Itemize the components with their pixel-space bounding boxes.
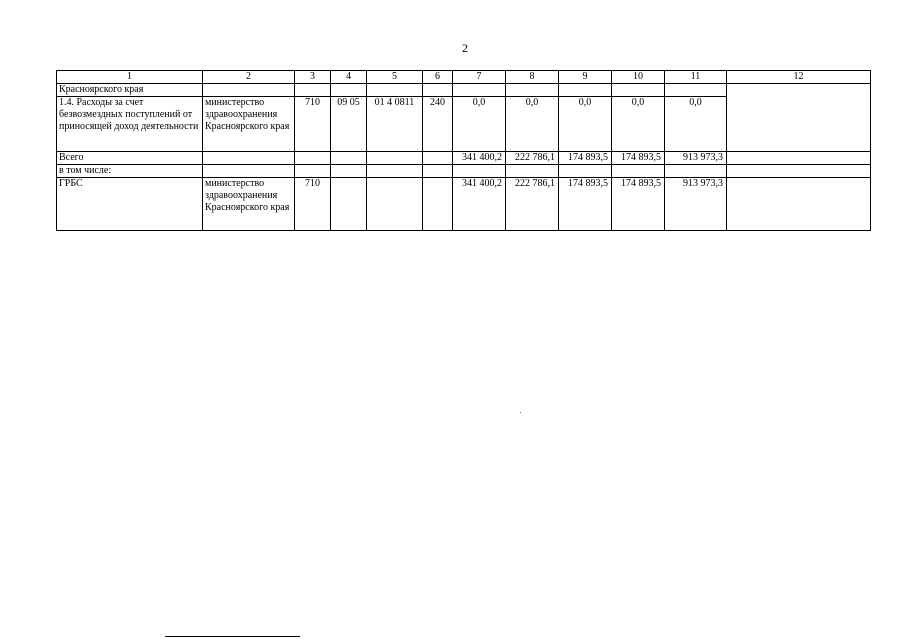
grbs-value-9: 174 893,5 [559, 178, 612, 231]
header-cell-1: 1 [57, 71, 203, 84]
including-label: в том числе: [57, 165, 203, 178]
header-cell-9: 9 [559, 71, 612, 84]
item-vr: 240 [423, 97, 453, 152]
grbs-value-11: 913 973,3 [665, 178, 727, 231]
header-cell-7: 7 [453, 71, 506, 84]
item-value-7: 0,0 [453, 97, 506, 152]
budget-table [56, 70, 871, 231]
total-value-10: 174 893,5 [612, 152, 665, 165]
header-cell-4: 4 [331, 71, 367, 84]
grbs-name: министерство здравоохранения Красноярского края [203, 178, 295, 231]
header-cell-8: 8 [506, 71, 559, 84]
header-cell-11: 11 [665, 71, 727, 84]
continuation-label: Красноярского края [57, 84, 203, 97]
item-grbs-name: министерство здравоохранения Красноярского края [203, 97, 295, 152]
total-value-8: 222 786,1 [506, 152, 559, 165]
total-label: Всего [57, 152, 203, 165]
header-cell-2: 2 [203, 71, 295, 84]
grbs-value-10: 174 893,5 [612, 178, 665, 231]
page-number: 2 [462, 41, 468, 55]
including-row [57, 165, 871, 178]
total-row [57, 152, 871, 165]
header-cell-10: 10 [612, 71, 665, 84]
item-value-10: 0,0 [612, 97, 665, 152]
header-cell-3: 3 [295, 71, 331, 84]
item-value-11: 0,0 [665, 97, 727, 152]
continuation-row [57, 84, 871, 97]
header-cell-5: 5 [367, 71, 423, 84]
total-value-9: 174 893,5 [559, 152, 612, 165]
header-cell-6: 6 [423, 71, 453, 84]
item-value-8: 0,0 [506, 97, 559, 152]
grbs-value-8: 222 786,1 [506, 178, 559, 231]
header-cell-12: 12 [727, 71, 871, 84]
item-grbs-code: 710 [295, 97, 331, 152]
item-name: 1.4. Расходы за счет безвозмездных поступлений от приносящей доход деятельности [57, 97, 203, 152]
grbs-value-7: 341 400,2 [453, 178, 506, 231]
scan-speck [520, 412, 521, 413]
total-value-11: 913 973,3 [665, 152, 727, 165]
footer-rule [165, 636, 300, 637]
total-value-7: 341 400,2 [453, 152, 506, 165]
grbs-row [57, 178, 871, 231]
item-csr: 01 4 0811 [367, 97, 423, 152]
header-row [57, 71, 871, 84]
note-cell [727, 84, 871, 152]
item-value-9: 0,0 [559, 97, 612, 152]
item-rzpr: 09 05 [331, 97, 367, 152]
grbs-label: ГРБС [57, 178, 203, 231]
grbs-code: 710 [295, 178, 331, 231]
